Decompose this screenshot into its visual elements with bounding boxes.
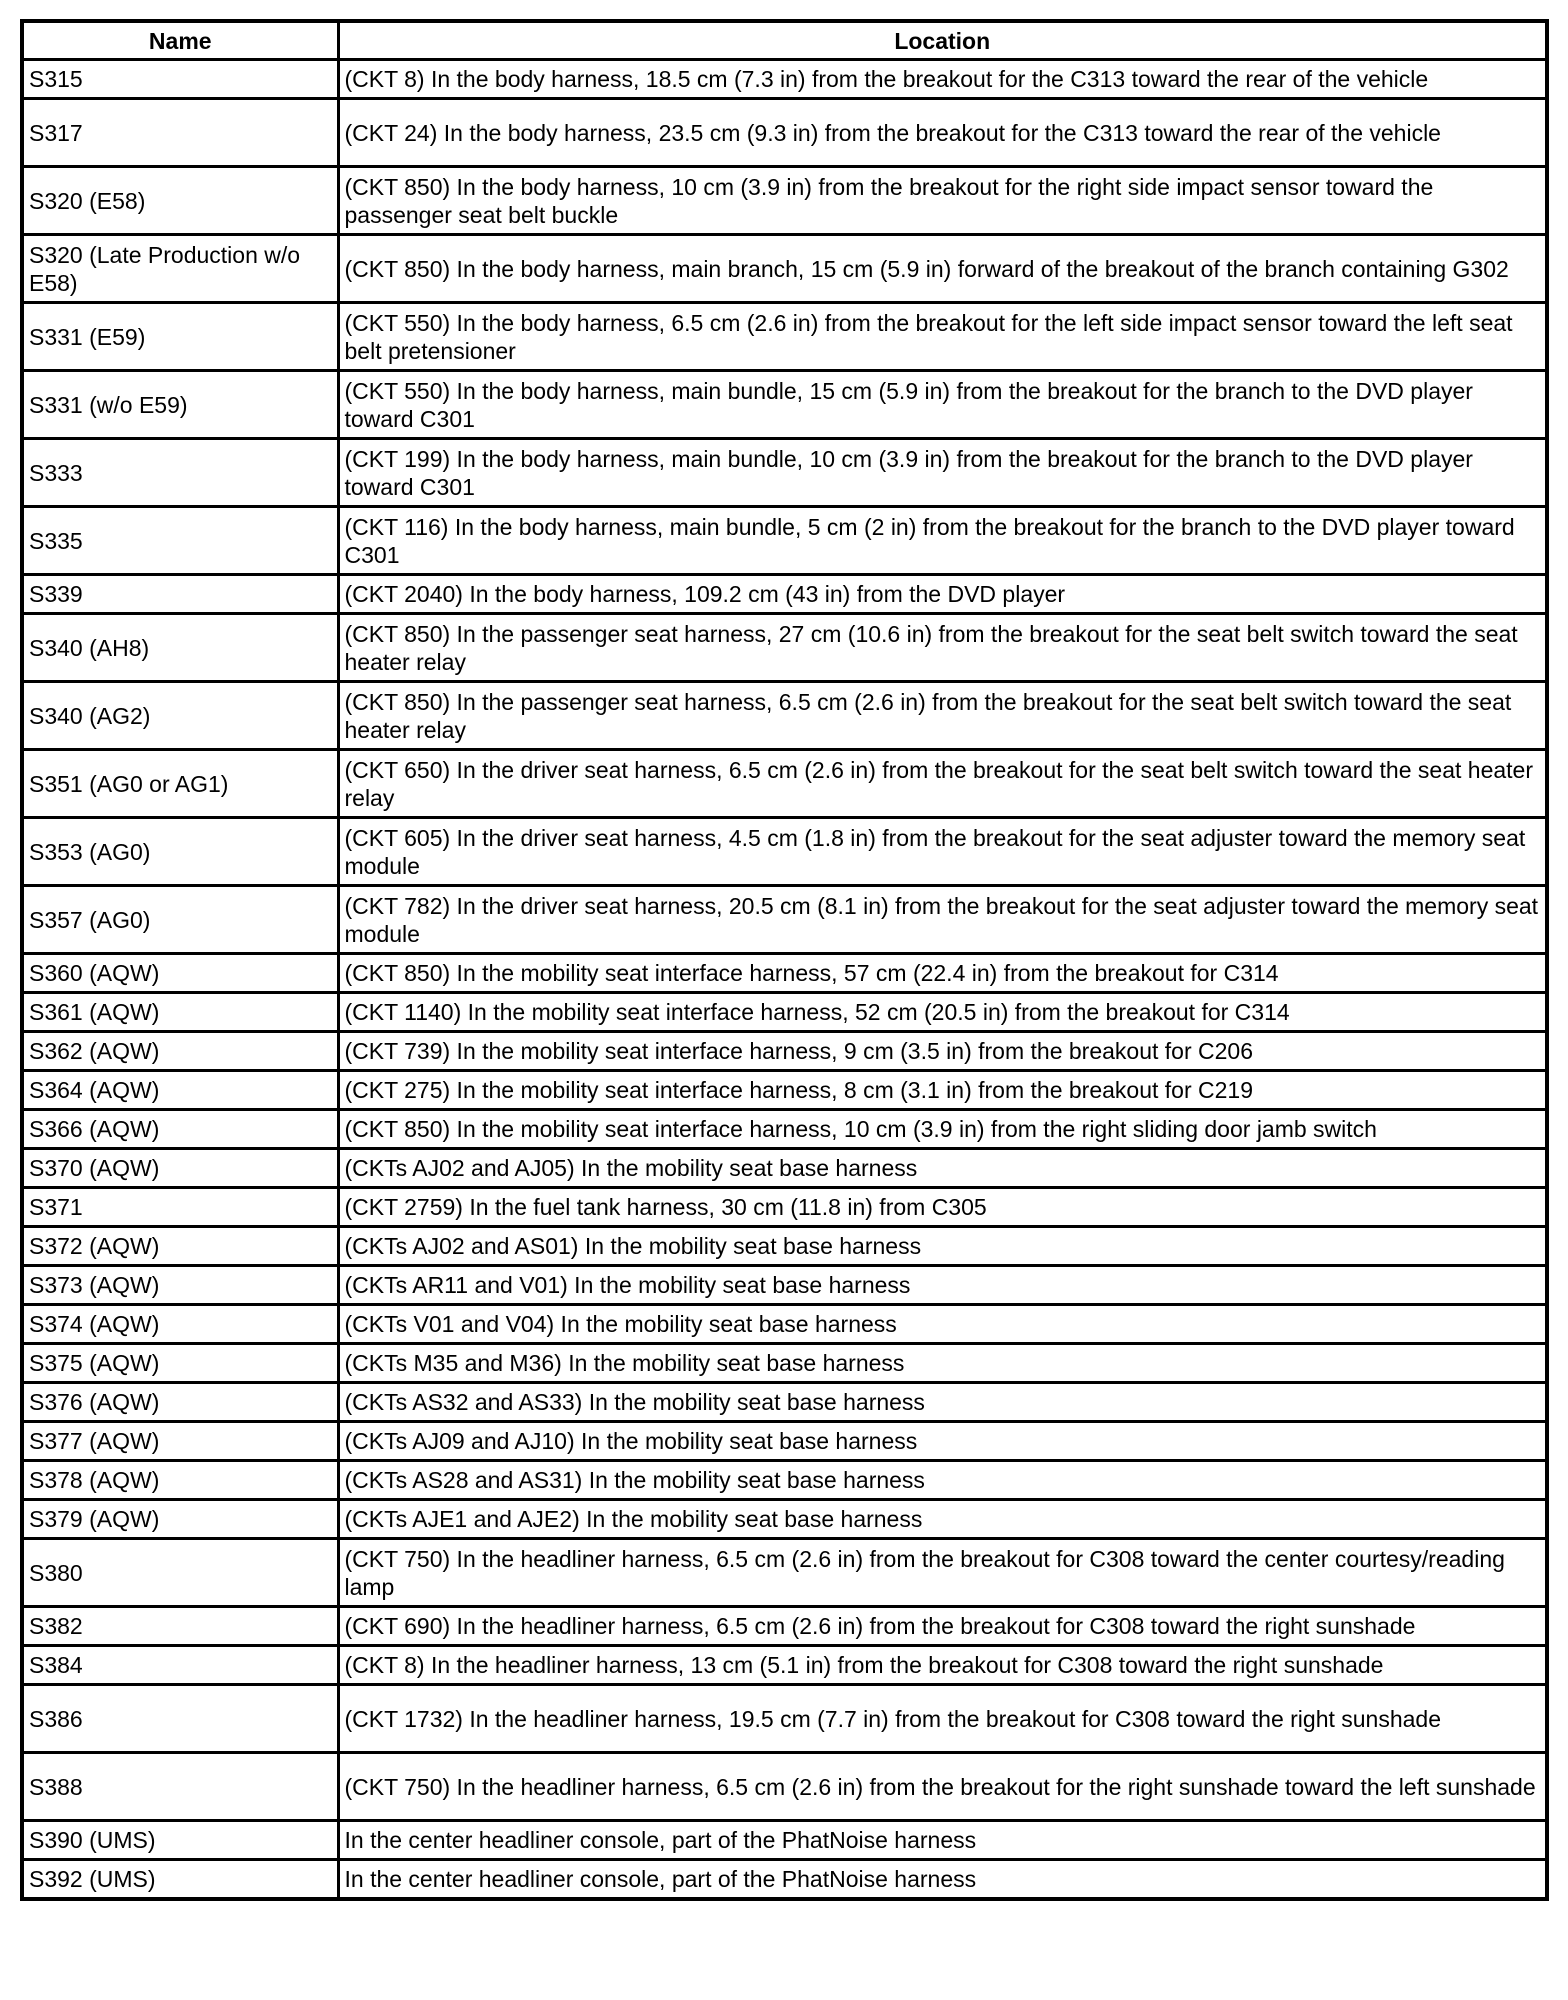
cell-name: S362 (AQW): [22, 1032, 338, 1071]
cell-name: S371: [22, 1188, 338, 1227]
table-row: [22, 1149, 1547, 1188]
cell-location: (CKT 550) In the body harness, main bundle, 15 cm (5.9 in) from the breakout for the branch to the DVD player toward C301: [338, 371, 1547, 439]
cell-name: S380: [22, 1539, 338, 1607]
cell-name: S320 (E58): [22, 167, 338, 235]
cell-name: S361 (AQW): [22, 993, 338, 1032]
table-row: [22, 1032, 1547, 1071]
cell-location: (CKTs AS28 and AS31) In the mobility seat base harness: [338, 1461, 1547, 1500]
table-row: [22, 993, 1547, 1032]
cell-location: (CKT 850) In the body harness, 10 cm (3.9 in) from the breakout for the right side impact sensor toward the passenger seat belt buckle: [338, 167, 1547, 235]
cell-name: S340 (AG2): [22, 682, 338, 750]
cell-location: (CKTs AS32 and AS33) In the mobility seat base harness: [338, 1383, 1547, 1422]
cell-location: (CKTs AJ09 and AJ10) In the mobility seat base harness: [338, 1422, 1547, 1461]
cell-name: S384: [22, 1646, 338, 1685]
cell-name: S357 (AG0): [22, 886, 338, 954]
cell-location: (CKT 1732) In the headliner harness, 19.5 cm (7.7 in) from the breakout for C308 toward the right sunshade: [338, 1685, 1547, 1753]
cell-location: (CKTs AJ02 and AS01) In the mobility seat base harness: [338, 1227, 1547, 1266]
cell-location: (CKT 690) In the headliner harness, 6.5 cm (2.6 in) from the breakout for C308 toward the right sunshade: [338, 1607, 1547, 1646]
table-row: [22, 1821, 1547, 1860]
table-header-row: [22, 21, 1547, 60]
table-row: [22, 682, 1547, 750]
table-row: [22, 886, 1547, 954]
cell-name: S331 (E59): [22, 303, 338, 371]
cell-name: S335: [22, 507, 338, 575]
column-header-location: Location: [338, 21, 1547, 60]
table-row: [22, 1383, 1547, 1422]
table-body: [22, 60, 1547, 1900]
table-row: [22, 1344, 1547, 1383]
cell-location: (CKT 750) In the headliner harness, 6.5 cm (2.6 in) from the breakout for C308 toward the center courtesy/reading lamp: [338, 1539, 1547, 1607]
cell-location: (CKT 275) In the mobility seat interface harness, 8 cm (3.1 in) from the breakout for C219: [338, 1071, 1547, 1110]
cell-name: S353 (AG0): [22, 818, 338, 886]
cell-name: S317: [22, 99, 338, 167]
cell-name: S333: [22, 439, 338, 507]
cell-name: S372 (AQW): [22, 1227, 338, 1266]
table-row: [22, 1685, 1547, 1753]
cell-location: In the center headliner console, part of the PhatNoise harness: [338, 1821, 1547, 1860]
cell-location: In the center headliner console, part of the PhatNoise harness: [338, 1860, 1547, 1900]
cell-location: (CKT 1140) In the mobility seat interface harness, 52 cm (20.5 in) from the breakout for C314: [338, 993, 1547, 1032]
cell-location: (CKT 650) In the driver seat harness, 6.5 cm (2.6 in) from the breakout for the seat belt switch toward the seat heater relay: [338, 750, 1547, 818]
table-row: [22, 1461, 1547, 1500]
cell-name: S379 (AQW): [22, 1500, 338, 1539]
cell-location: (CKT 850) In the mobility seat interface harness, 10 cm (3.9 in) from the right sliding door jamb switch: [338, 1110, 1547, 1149]
cell-name: S370 (AQW): [22, 1149, 338, 1188]
cell-name: S378 (AQW): [22, 1461, 338, 1500]
table-row: [22, 303, 1547, 371]
table-row: [22, 1110, 1547, 1149]
cell-location: (CKTs M35 and M36) In the mobility seat base harness: [338, 1344, 1547, 1383]
cell-location: (CKT 605) In the driver seat harness, 4.5 cm (1.8 in) from the breakout for the seat adjuster toward the memory seat module: [338, 818, 1547, 886]
cell-location: (CKT 24) In the body harness, 23.5 cm (9.3 in) from the breakout for the C313 toward the rear of the vehicle: [338, 99, 1547, 167]
table-row: [22, 1305, 1547, 1344]
table-row: [22, 614, 1547, 682]
cell-location: (CKT 850) In the passenger seat harness, 6.5 cm (2.6 in) from the breakout for the seat belt switch toward the seat heater relay: [338, 682, 1547, 750]
table-row: [22, 1188, 1547, 1227]
cell-name: S374 (AQW): [22, 1305, 338, 1344]
cell-name: S320 (Late Production w/o E58): [22, 235, 338, 303]
table-row: [22, 1227, 1547, 1266]
column-header-name: Name: [22, 21, 338, 60]
splice-location-table: [20, 19, 1549, 1901]
cell-name: S339: [22, 575, 338, 614]
cell-location: (CKT 750) In the headliner harness, 6.5 cm (2.6 in) from the breakout for the right sunshade toward the left sunshade: [338, 1753, 1547, 1821]
table-row: [22, 235, 1547, 303]
table-row: [22, 371, 1547, 439]
cell-location: (CKT 2759) In the fuel tank harness, 30 cm (11.8 in) from C305: [338, 1188, 1547, 1227]
cell-location: (CKT 8) In the headliner harness, 13 cm (5.1 in) from the breakout for C308 toward the right sunshade: [338, 1646, 1547, 1685]
cell-location: (CKT 550) In the body harness, 6.5 cm (2.6 in) from the breakout for the left side impact sensor toward the left seat belt pretensioner: [338, 303, 1547, 371]
cell-name: S360 (AQW): [22, 954, 338, 993]
table-row: [22, 575, 1547, 614]
cell-name: S375 (AQW): [22, 1344, 338, 1383]
cell-name: S388: [22, 1753, 338, 1821]
cell-name: S331 (w/o E59): [22, 371, 338, 439]
table-row: [22, 60, 1547, 99]
table-row: [22, 1071, 1547, 1110]
cell-location: (CKT 850) In the mobility seat interface harness, 57 cm (22.4 in) from the breakout for C314: [338, 954, 1547, 993]
cell-location: (CKTs AR11 and V01) In the mobility seat base harness: [338, 1266, 1547, 1305]
cell-location: (CKT 850) In the passenger seat harness, 27 cm (10.6 in) from the breakout for the seat belt switch toward the seat heater relay: [338, 614, 1547, 682]
cell-location: (CKT 850) In the body harness, main branch, 15 cm (5.9 in) forward of the breakout of the branch containing G302: [338, 235, 1547, 303]
cell-name: S364 (AQW): [22, 1071, 338, 1110]
table-row: [22, 818, 1547, 886]
cell-location: (CKT 199) In the body harness, main bundle, 10 cm (3.9 in) from the breakout for the branch to the DVD player toward C301: [338, 439, 1547, 507]
cell-name: S366 (AQW): [22, 1110, 338, 1149]
cell-location: (CKT 116) In the body harness, main bundle, 5 cm (2 in) from the breakout for the branch to the DVD player toward C301: [338, 507, 1547, 575]
table-row: [22, 1500, 1547, 1539]
table-row: [22, 954, 1547, 993]
cell-name: S382: [22, 1607, 338, 1646]
cell-location: (CKT 782) In the driver seat harness, 20.5 cm (8.1 in) from the breakout for the seat adjuster toward the memory seat module: [338, 886, 1547, 954]
table-row: [22, 167, 1547, 235]
table-row: [22, 750, 1547, 818]
cell-location: (CKTs V01 and V04) In the mobility seat base harness: [338, 1305, 1547, 1344]
cell-name: S351 (AG0 or AG1): [22, 750, 338, 818]
splice-location-table-container: [20, 19, 1545, 1901]
table-row: [22, 1753, 1547, 1821]
cell-location: (CKT 739) In the mobility seat interface harness, 9 cm (3.5 in) from the breakout for C206: [338, 1032, 1547, 1071]
cell-location: (CKTs AJE1 and AJE2) In the mobility seat base harness: [338, 1500, 1547, 1539]
cell-name: S392 (UMS): [22, 1860, 338, 1900]
cell-name: S390 (UMS): [22, 1821, 338, 1860]
cell-name: S386: [22, 1685, 338, 1753]
cell-name: S376 (AQW): [22, 1383, 338, 1422]
table-row: [22, 439, 1547, 507]
cell-location: (CKT 8) In the body harness, 18.5 cm (7.3 in) from the breakout for the C313 toward the rear of the vehicle: [338, 60, 1547, 99]
cell-name: S340 (AH8): [22, 614, 338, 682]
table-row: [22, 99, 1547, 167]
table-row: [22, 1266, 1547, 1305]
table-row: [22, 1607, 1547, 1646]
table-row: [22, 1422, 1547, 1461]
cell-location: (CKT 2040) In the body harness, 109.2 cm (43 in) from the DVD player: [338, 575, 1547, 614]
cell-name: S377 (AQW): [22, 1422, 338, 1461]
table-row: [22, 507, 1547, 575]
table-row: [22, 1860, 1547, 1900]
table-row: [22, 1539, 1547, 1607]
cell-name: S373 (AQW): [22, 1266, 338, 1305]
cell-location: (CKTs AJ02 and AJ05) In the mobility seat base harness: [338, 1149, 1547, 1188]
table-row: [22, 1646, 1547, 1685]
cell-name: S315: [22, 60, 338, 99]
